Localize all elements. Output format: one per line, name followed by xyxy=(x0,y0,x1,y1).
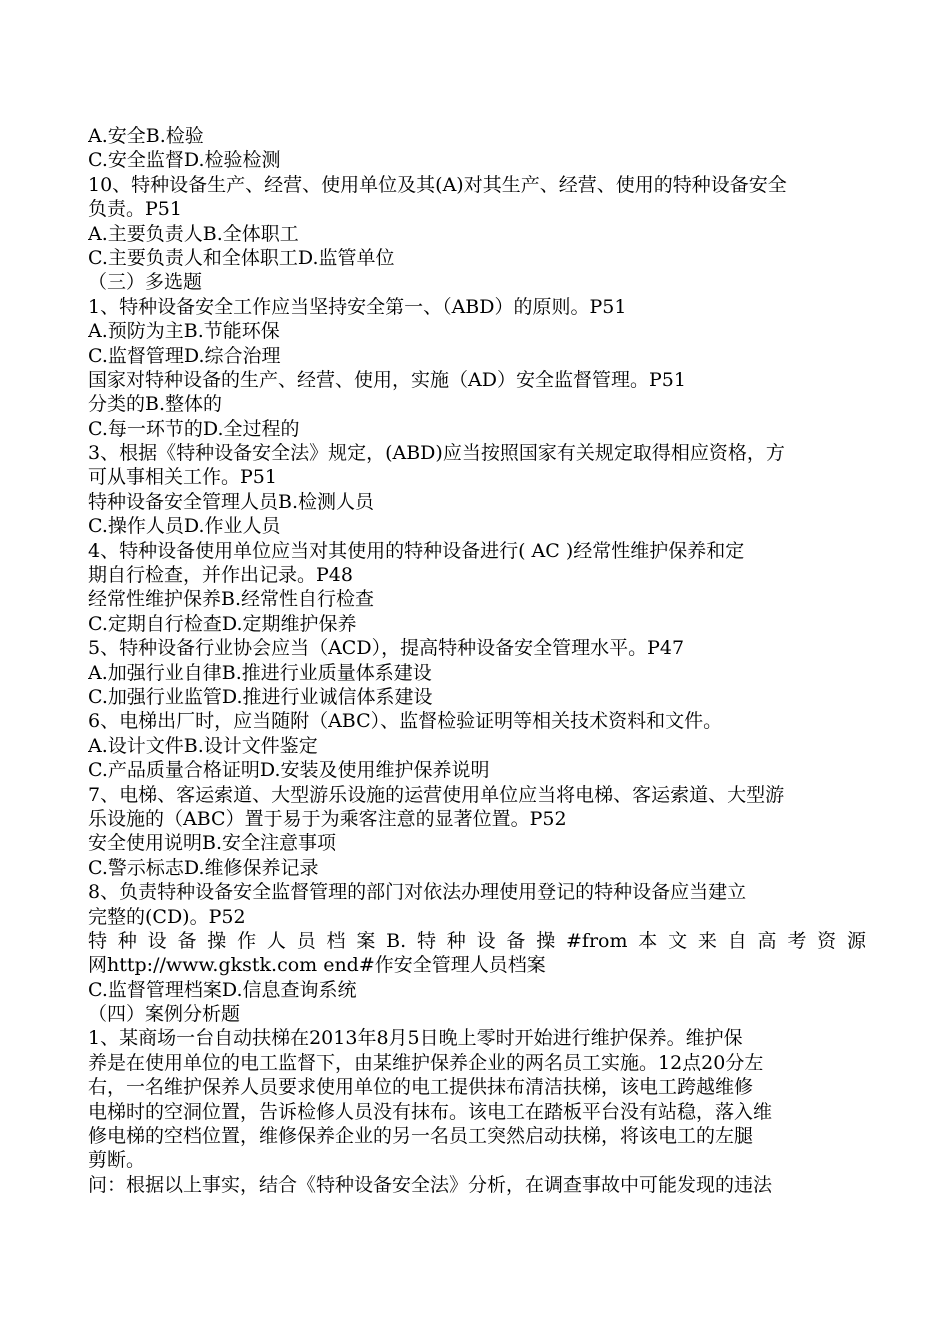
text-word: #from xyxy=(566,929,628,952)
text-line: 养是在使用单位的电工监督下，由某维护保养企业的两名员工实施。12点20分左 xyxy=(88,1051,764,1074)
text-line: 10、特种设备生产、经营、使用单位及其(A)对其生产、经营、使用的特种设备安全 xyxy=(88,173,787,196)
text-line: 负责。P51 xyxy=(88,198,182,221)
justified-text-line xyxy=(88,929,866,953)
text-line: 乐设施的（ABC）置于易于为乘客注意的显著位置。P52 xyxy=(88,807,567,830)
text-word: 员 xyxy=(296,929,316,952)
text-line: 分类的B.整体的 xyxy=(88,393,223,416)
text-line: 可从事相关工作。P51 xyxy=(88,466,277,489)
text-line: 完整的(CD)。P52 xyxy=(88,905,246,928)
text-line: A.预防为主B.节能环保 xyxy=(88,320,280,343)
text-line: 4、特种设备使用单位应当对其使用的特种设备进行( AC )经常性维护保养和定 xyxy=(88,539,745,562)
text-line: C.操作人员D.作业人员 xyxy=(88,515,281,538)
text-word: 源 xyxy=(846,929,866,952)
text-line: 右，一名维护保养人员要求使用单位的电工提供抹布清洁扶梯，该电工跨越维修 xyxy=(88,1076,754,1099)
text-line: 网http://www.gkstk.com end#作安全管理人员档案 xyxy=(88,954,546,977)
text-word: 自 xyxy=(727,929,747,952)
text-word: 特 xyxy=(88,929,108,952)
text-line: 经常性维护保养B.经常性自行检查 xyxy=(88,588,375,611)
text-line: A.加强行业自律B.推进行业质量体系建设 xyxy=(88,661,432,684)
text-line: （四）案例分析题 xyxy=(88,1003,241,1026)
text-line: 电梯时的空洞位置，告诉检修人员没有抹布。该电工在踏板平台没有站稳，落入维 xyxy=(88,1100,773,1123)
text-line: 8、负责特种设备安全监督管理的部门对依法办理使用登记的特种设备应当建立 xyxy=(88,881,747,904)
text-line: 特种设备安全管理人员B.检测人员 xyxy=(88,490,375,513)
text-word: 人 xyxy=(266,929,286,952)
text-line: 1、特种设备安全工作应当坚持安全第一、（ABD）的原则。P51 xyxy=(88,295,627,318)
text-word: B. xyxy=(386,929,407,952)
text-word: 档 xyxy=(326,929,346,952)
text-word: 操 xyxy=(536,929,556,952)
text-word: 特 xyxy=(416,929,436,952)
text-line: 国家对特种设备的生产、经营、使用，实施（AD）安全监督管理。P51 xyxy=(88,368,686,391)
text-word: 操 xyxy=(207,929,227,952)
text-word: 来 xyxy=(697,929,717,952)
text-word: 种 xyxy=(446,929,466,952)
text-line: A.设计文件B.设计文件鉴定 xyxy=(88,734,318,757)
text-word: 高 xyxy=(757,929,777,952)
text-word: 设 xyxy=(147,929,167,952)
text-line: 1、某商场一台自动扶梯在2013年8月5日晚上零时开始进行维护保养。维护保 xyxy=(88,1027,743,1050)
document-body xyxy=(88,124,866,1197)
text-word: 设 xyxy=(476,929,496,952)
text-word: 文 xyxy=(668,929,688,952)
text-word: 备 xyxy=(506,929,526,952)
text-word: 资 xyxy=(817,929,837,952)
text-word: 种 xyxy=(117,929,137,952)
text-word: 考 xyxy=(787,929,807,952)
text-block-2 xyxy=(88,953,866,1197)
text-line: 7、电梯、客运索道、大型游乐设施的运营使用单位应当将电梯、客运索道、大型游 xyxy=(88,783,785,806)
text-line: C.监督管理D.综合治理 xyxy=(88,344,281,367)
text-line: C.安全监督D.检验检测 xyxy=(88,149,281,172)
text-line: C.加强行业监管D.推进行业诚信体系建设 xyxy=(88,685,433,708)
text-line: 剪断。 xyxy=(88,1149,146,1172)
text-word: 案 xyxy=(356,929,376,952)
text-line: 3、根据《特种设备安全法》规定，(ABD)应当按照国家有关规定取得相应资格，方 xyxy=(88,442,785,465)
text-line: C.定期自行检查D.定期维护保养 xyxy=(88,612,357,635)
text-line: C.每一环节的D.全过程的 xyxy=(88,417,300,440)
text-line: C.主要负责人和全体职工D.监管单位 xyxy=(88,246,395,269)
text-line: A.安全B.检验 xyxy=(88,125,204,147)
text-word: 作 xyxy=(237,929,257,952)
text-line: （三）多选题 xyxy=(88,271,203,294)
text-line: 修电梯的空档位置，维修保养企业的另一名员工突然启动扶梯，将该电工的左腿 xyxy=(88,1125,754,1148)
text-line: 安全使用说明B.安全注意事项 xyxy=(88,832,337,855)
text-word: 备 xyxy=(177,929,197,952)
text-line: C.产品质量合格证明D.安装及使用维护保养说明 xyxy=(88,759,490,782)
text-block-1 xyxy=(88,124,866,929)
text-line: 问：根据以上事实，结合《特种设备安全法》分析，在调查事故中可能发现的违法 xyxy=(88,1173,773,1196)
text-line: 期自行检查，并作出记录。P48 xyxy=(88,564,353,587)
text-line: 6、电梯出厂时，应当随附（ABC）、监督检验证明等相关技术资料和文件。 xyxy=(88,710,723,733)
text-line: C.警示标志D.维修保养记录 xyxy=(88,856,319,879)
text-line: A.主要负责人B.全体职工 xyxy=(88,222,299,245)
text-line: C.监督管理档案D.信息查询系统 xyxy=(88,978,357,1001)
text-line: 5、特种设备行业协会应当（ACD），提高特种设备安全管理水平。P47 xyxy=(88,637,685,660)
text-word: 本 xyxy=(638,929,658,952)
